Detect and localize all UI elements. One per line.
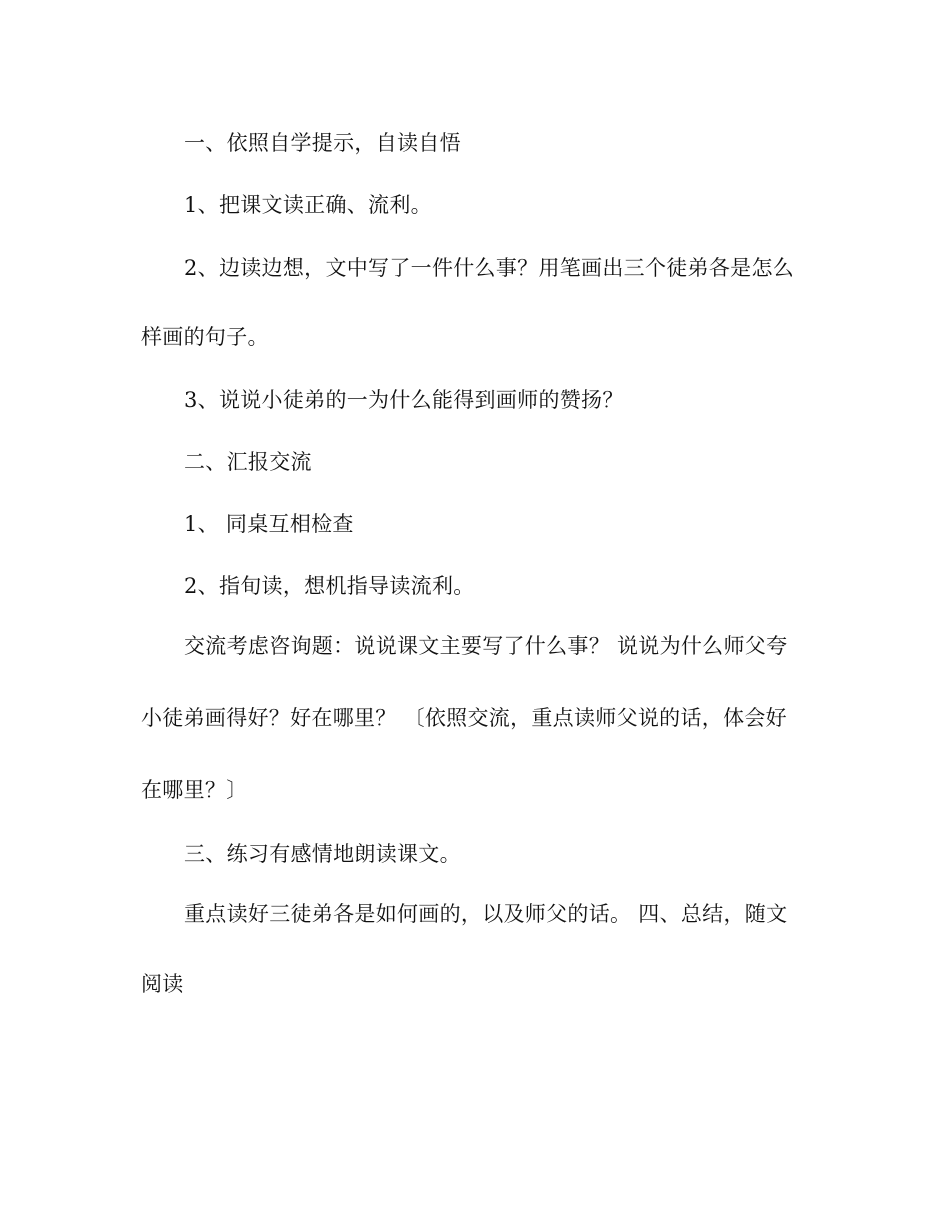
paragraph-line: 2、指旬读，想机指导读流利。: [184, 574, 475, 598]
paragraph-line-continued: 在哪里？〕: [141, 778, 248, 802]
paragraph-line-continued: 阅读: [141, 972, 184, 996]
paragraph-line: 重点读好三徒弟各是如何画的，以及师父的话。 四、总结，随文: [184, 902, 788, 926]
section-heading-3: 三、练习有感情地朗读课文。: [184, 842, 461, 866]
paragraph-line: 1、 同桌互相检查: [184, 512, 354, 536]
paragraph-line: 1、把课文读正确、流利。: [184, 193, 432, 217]
section-heading-2: 二、汇报交流: [184, 450, 312, 474]
section-heading-1: 一、依照自学提示，自读自悟: [184, 131, 461, 155]
paragraph-line: 交流考虑咨询题：说说课文主要写了什么事？ 说说为什么师父夸: [184, 634, 788, 658]
paragraph-line: 2、边读边想，文中写了一件什么事？用笔画出三个徒弟各是怎么: [184, 256, 795, 280]
paragraph-line-continued: 样画的句子。: [141, 325, 269, 349]
paragraph-line: 3、说说小徒弟的一为什么能得到画师的赞扬？: [184, 388, 624, 412]
paragraph-line-continued: 小徒弟画得好？好在哪里？ 〔依照交流，重点读师父说的话，体会好: [141, 706, 787, 730]
